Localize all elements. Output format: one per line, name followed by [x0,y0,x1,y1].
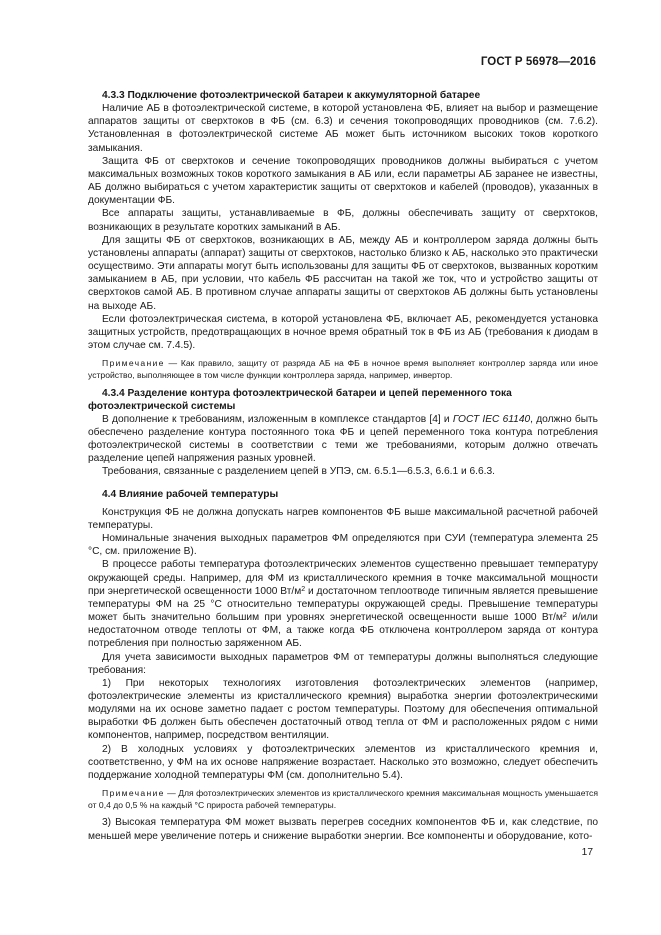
paragraph: Требования, связанные с разделением цепей в УПЭ, см. 6.5.1—6.5.3, 6.6.1 и 6.6.3. [102,466,495,478]
note-text: — Для фотоэлектрических элементов из кристаллического кремния максимальная мощность уменьшается от 0,4 до 0,5 % на каждый °С прироста рабочей температуры. [88,788,598,811]
paragraph: Все аппараты защиты, устанавливаемые в ФБ, должны обеспечивать защиту от сверхтоков, возникающих в результате коротких замыканий в АБ. [88,208,598,233]
document-id: ГОСТ Р 56978—2016 [480,56,596,68]
list-item: 2) В холодных условиях у фотоэлектрических элементов из кристаллического кремния и, соответственно, у ФМ на их основе напряжение возрастает. Насколько это возможно, следует обеспечить поддержание холодной температуры ФМ (см. дополнительно 5.4). [88,743,598,781]
note-label: Примечание [102,358,165,369]
section-heading-4-4: 4.4 Влияние рабочей температуры [102,488,279,500]
list-item: 3) Высокая температура ФМ может вызвать перегрев соседних компонентов ФБ и, как следствие, по меньшей мере увеличение потерь и снижение выработки энергии. Все компоненты и оборудование, кото- [88,817,598,842]
section-heading-4-3-3: 4.3.3 Подключение фотоэлектрической батареи к аккумуляторной батарее [102,90,481,101]
paragraph: Для учета зависимости выходных параметров ФМ от температуры должны выполняться следующие требования: [88,651,598,676]
paragraph: Номинальные значения выходных параметров ФМ определяются при СУИ (температура элемента 25 °С, см. приложение В). [88,533,598,558]
standard-reference: ГОСТ IEC 61140 [452,413,531,425]
note-text: — Как правило, защиту от разряда АБ на ФБ в ночное время выполняет контроллер заряда или иное устройство, выполняющее в том числе функции контроллера заряда, например, инвертор. [88,358,598,381]
section-heading-4-3-4: 4.3.4 Разделение контура фотоэлектрической батареи и цепей переменного тока фотоэлектрической системы [88,387,512,412]
page-number: 17 [581,847,593,858]
paragraph: Конструкция ФБ не должна допускать нагрев компонентов ФБ выше максимальной расчетной рабочей температуры. [88,506,598,531]
page-content [88,89,598,843]
note [88,357,598,381]
paragraph: В процессе работы температура фотоэлектрических элементов существенно превышает температуру окружающей среды. Например, для ФМ из кристаллического кремния в точке максимальной мощности при энергетической освещенности 1000 $Вт/м^2$ и достаточном теплоотводе типичным является превышение температуры ФМ на 25 °С относительно температуры окружающей среды. Превышение температуры может быть значительно большим при уровнях энергетической освещенности выше 1000 $Вт/м^2$ и/или недостаточном отводе теплоты от ФМ, а также когда ФБ отключена контроллером заряда от контура потребления при полностью заряженном АБ. [88,559,598,650]
paragraph: Если фотоэлектрическая система, в которой установлена ФБ, включает АБ, рекомендуется установка защитных устройств, предотвращающих в ночное время обратный ток в ФБ из АБ (требования к диодам в этом случае см. 7.4.5). [88,313,598,351]
paragraph: Для защиты ФБ от сверхтоков, возникающих в АБ, между АБ и контроллером заряда должны быть установлены аппараты (аппарат) защиты от сверхтоков, настолько близко к АБ, насколько это практически осуществимо. Эти аппараты могут быть использованы для защиты ФБ от сверхтоков, вызванных коротким замыканием в АБ, при условии, что кабель ФБ рассчитан на такой же ток, что и устройство защиты от сверхтоков самой АБ. В противном случае аппараты защиты от сверхтоков АБ должны быть установлены на выходе АБ. [88,234,598,312]
list-item: 1) При некоторых технологиях изготовления фотоэлектрических элементов (например, фотоэлектрические элементы из кристаллического кремния) выработка энергии фотоэлектрическими модулями на их основе заметно падает с ростом температуры. Поэтому для обеспечения оптимальной выработки ФБ должен быть обеспечен достаточный отвод тепла от ФМ и расположенных рядом с ними компонентов, например, посредством вентиляции. [88,677,598,742]
paragraph: Защита ФБ от сверхтоков и сечение токопроводящих проводников должны выбираться с учетом максимальных возможных токов короткого замыкания в АБ или, если параметры АБ заранее не известны, АБ должно выбираться с учетом характеристик защиты от сверхтоков и кабелей (проводов), указанных в документации ФБ. [88,155,598,207]
note [88,787,598,811]
paragraph: Наличие АБ в фотоэлектрической системе, в которой установлена ФБ, влияет на выбор и размещение аппаратов защиты от сверхтоков в ФБ (см. 6.3) и сечения токопроводящих проводников (см. 7.6.2). Установленная в фотоэлектрической системе АБ может быть источником высоких токов короткого замыкания. [88,103,598,154]
note-label: Примечание [102,788,165,799]
paragraph: В дополнение к требованиям, изложенным в комплексе стандартов [4] и ГОСТ IEC 61140, должно быть обеспечено разделение контура постоянного тока ФБ и цепей переменного тока контура потребления фотоэлектрической системы в соответствии с теми же требованиями, которым должно отвечать разделение цепей напряжения разных уровней. [88,413,598,465]
